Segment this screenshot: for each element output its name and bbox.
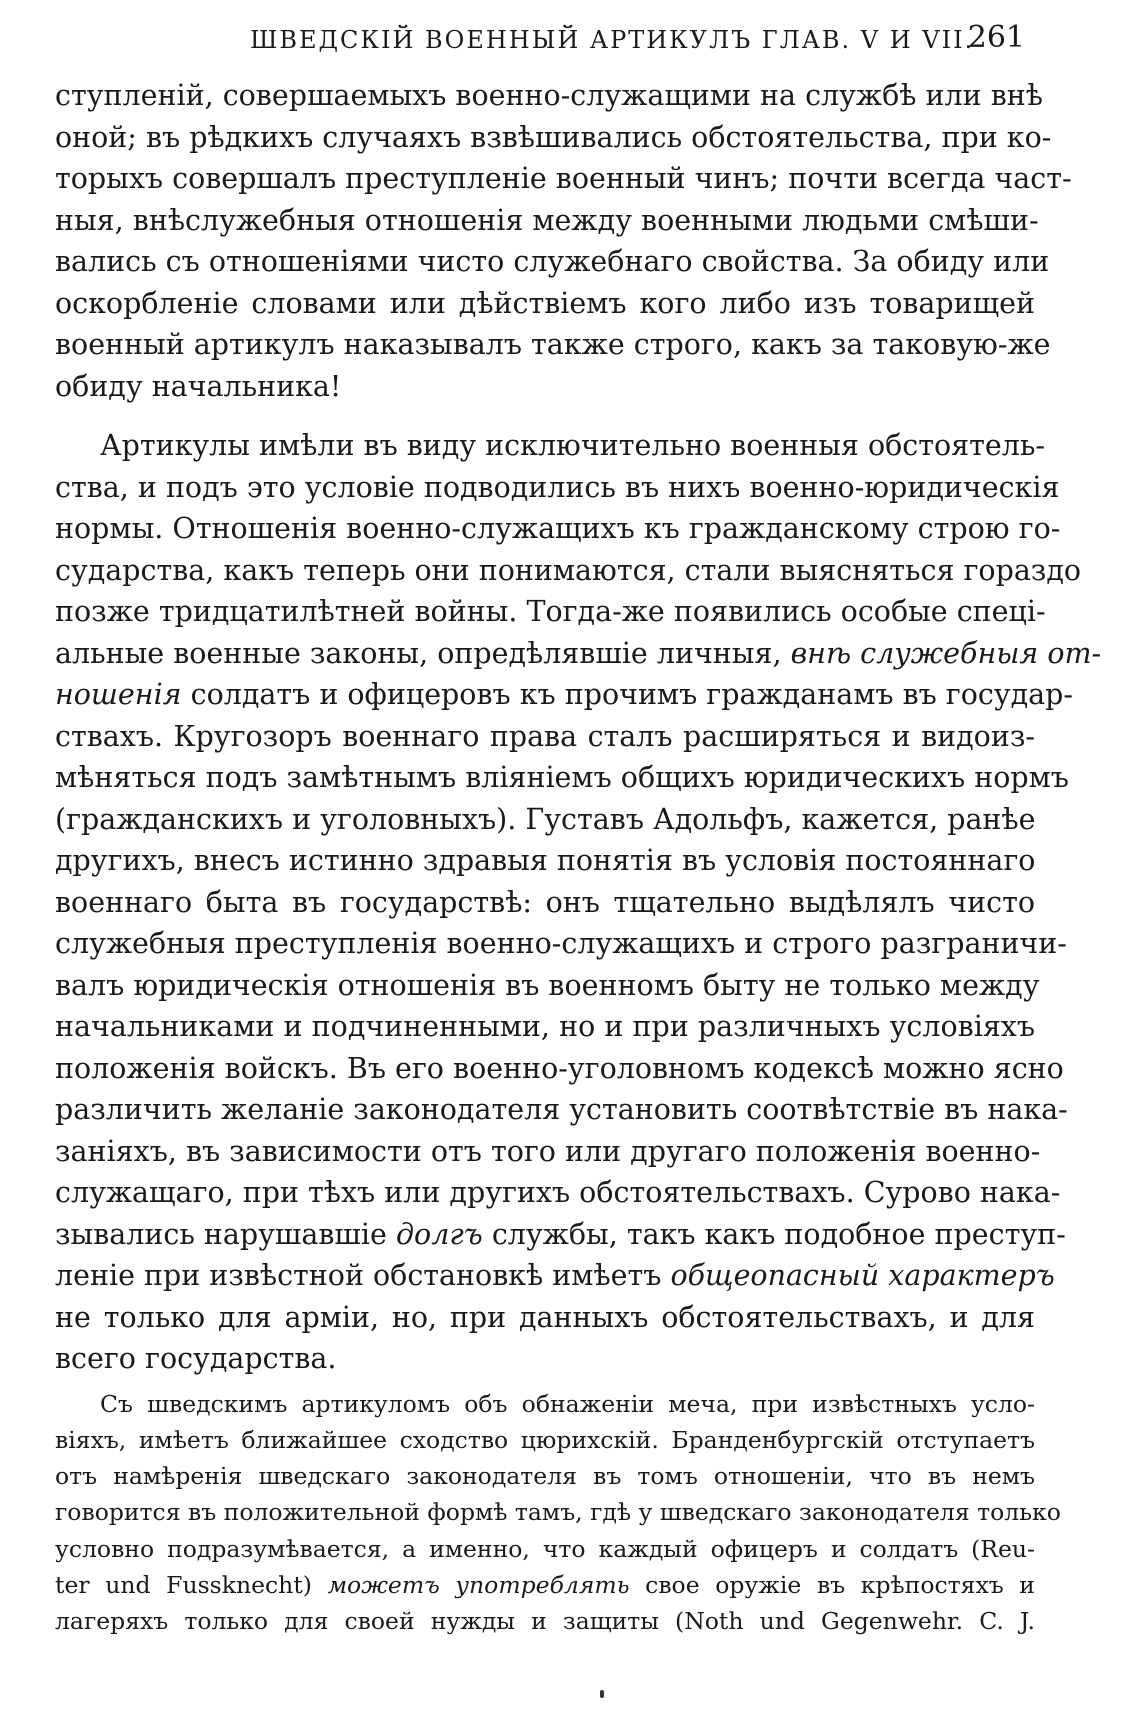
text-line: вались съ отношеніями чисто служебнаго свойства. За обиду или bbox=[55, 245, 1050, 278]
text-line: служебныя преступленія военно-служащихъ и строго разграничи- bbox=[55, 927, 1067, 960]
text-span: альные военные законы, опредѣлявшіе личныя, bbox=[55, 636, 782, 670]
text-line: торыхъ совершалъ преступленіе военный чинъ; почти всегда част- bbox=[55, 162, 1072, 195]
text-line bbox=[55, 1255, 1055, 1297]
footnote-line: лагеряхъ только для своей нужды и защиты (Noth und Gegenwehr. C. J. bbox=[55, 1607, 1035, 1636]
text-line: мѣняться подъ замѣтнымъ вліяніемъ общихъ юридическихъ нормъ bbox=[55, 761, 1069, 794]
text-line: (гражданскихъ и уголовныхъ). Густавъ Адольфъ, кажется, ранѣе bbox=[55, 802, 1036, 836]
italic-span: внѣ служебныя от- bbox=[790, 636, 1102, 670]
page-body bbox=[55, 75, 1102, 1640]
italic-span: ношенія bbox=[55, 678, 182, 711]
text-line: всего государства. bbox=[55, 1342, 337, 1375]
footnote-line bbox=[55, 1567, 1035, 1603]
italic-span: долгъ bbox=[395, 1217, 483, 1251]
page-header bbox=[40, 12, 1040, 62]
paragraph-1 bbox=[55, 75, 1072, 407]
text-span: зывались нарушавшіе bbox=[55, 1217, 387, 1251]
paragraph-gap bbox=[55, 407, 1035, 425]
text-line: военнаго быта въ государствѣ: онъ тщательно выдѣлялъ чисто bbox=[55, 885, 1035, 919]
paragraph-2 bbox=[55, 425, 1102, 1380]
text-span: леніе при извѣстной обстановкѣ имѣетъ bbox=[55, 1259, 662, 1292]
text-line: военный артикулъ наказывалъ также строго, какъ за таковую-же bbox=[55, 328, 1051, 361]
text-span: солдатъ и офицеровъ къ прочимъ гражданамъ въ государ- bbox=[190, 678, 1074, 711]
text-line: ствахъ. Кругозоръ военнаго права сталъ расширяться и видоиз- bbox=[55, 719, 1035, 753]
text-line: ступленій, совершаемыхъ военно-служащими на службѣ или внѣ bbox=[55, 79, 1043, 112]
text-line bbox=[55, 674, 1074, 716]
text-span: ter und Fussknecht) bbox=[55, 1570, 312, 1599]
text-line: ныя, внѣслужебныя отношенія между военными людьми смѣши- bbox=[55, 203, 1039, 237]
text-line: различить желаніе законодателя установить соотвѣтствіе въ нака- bbox=[55, 1093, 1068, 1126]
text-line: заніяхъ, въ зависимости отъ того или другаго положенія военно- bbox=[55, 1134, 1041, 1168]
footnote-line: отъ намѣренія шведскаго законодателя въ томъ отношеніи, что въ немъ bbox=[55, 1462, 1035, 1491]
text-line: обиду начальника! bbox=[55, 369, 342, 403]
italic-span: можетъ употреблять bbox=[327, 1570, 630, 1599]
running-head: ШВЕДСКIЙ ВОЕННЫЙ АРТИКУЛЪ ГЛАВ. V И VII. bbox=[250, 26, 975, 54]
text-line: нормы. Отношенія военно-служащихъ къ гражданскому строю го- bbox=[55, 512, 1061, 545]
text-line: оскорбленіе словами или дѣйствіемъ кого либо изъ товарищей bbox=[55, 286, 1035, 320]
footnote-line: говорится въ положительной формѣ тамъ, гдѣ у шведскаго законодателя только bbox=[55, 1498, 1061, 1527]
ink-mark bbox=[600, 1690, 604, 1698]
text-line: Артикулы имѣли въ виду исключительно военныя обстоятель- bbox=[100, 429, 1046, 462]
footnote-line: условно подразумѣвается, а именно, что каждый офицеръ и солдатъ (Reu- bbox=[55, 1534, 1035, 1563]
footnote-line: Съ шведскимъ артикуломъ объ обнаженіи меча, при извѣстныхъ усло- bbox=[100, 1389, 1035, 1418]
footnote-line: віяхъ, имѣетъ ближайшее сходство цюрихскій. Бранденбургскій отступаетъ bbox=[55, 1425, 1035, 1454]
text-line bbox=[55, 1214, 1066, 1256]
text-line: валъ юридическія отношенія въ военномъ быту не только между bbox=[55, 968, 1040, 1002]
italic-span: общеопасный характеръ bbox=[670, 1259, 1055, 1292]
text-line: не только для арміи, но, при данныхъ обстоятельствахъ, и для bbox=[55, 1300, 1035, 1334]
text-line: начальниками и подчиненными, но и при различныхъ условіяхъ bbox=[55, 1010, 1035, 1043]
text-line: сударства, какъ теперь они понимаются, стали выясняться гораздо bbox=[55, 553, 1082, 587]
text-line: положенія войскъ. Въ его военно-уголовномъ кодексѣ можно ясно bbox=[55, 1051, 1064, 1085]
footnote bbox=[55, 1386, 1061, 1640]
text-line: оной; въ рѣдкихъ случаяхъ взвѣшивались обстоятельства, при ко- bbox=[55, 120, 1052, 154]
text-line: позже тридцатилѣтней войны. Тогда-же появились особые спеці- bbox=[55, 595, 1046, 628]
text-line: другихъ, внесъ истинно здравыя понятія въ условія постояннаго bbox=[55, 844, 1036, 877]
text-line: ства, и подъ это условіе подводились въ нихъ военно-юридическія bbox=[55, 470, 1060, 504]
text-line bbox=[55, 633, 1102, 675]
text-span: службы, такъ какъ подобное преступ- bbox=[491, 1217, 1066, 1251]
page-number: 261 bbox=[967, 20, 1025, 55]
text-span: свое оружіе въ крѣпостяхъ и bbox=[645, 1570, 1035, 1599]
text-line: служащаго, при тѣхъ или другихъ обстоятельствахъ. Сурово нака- bbox=[55, 1176, 1061, 1209]
